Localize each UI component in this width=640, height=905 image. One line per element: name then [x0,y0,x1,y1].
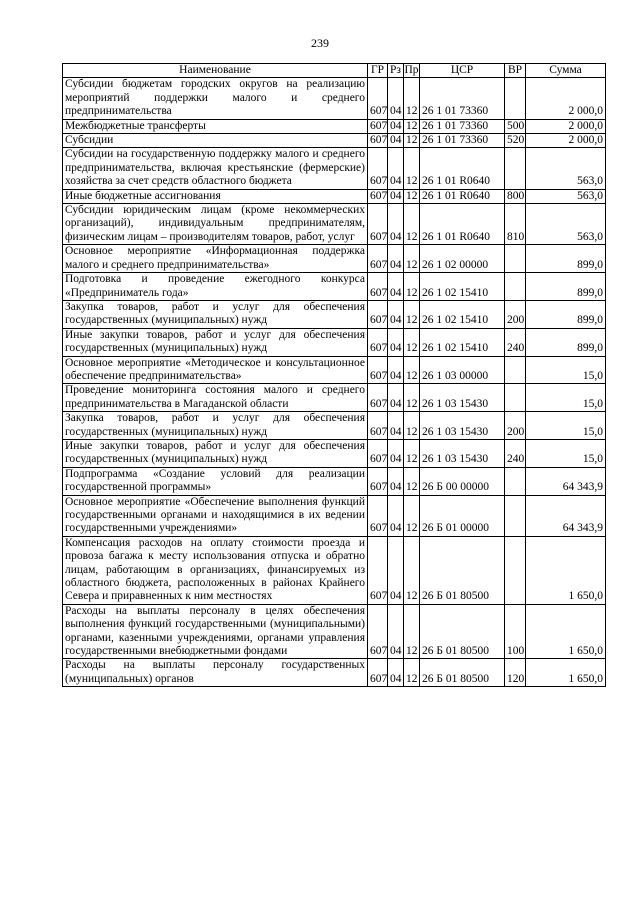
row-csr: 26 1 01 R0640 [420,189,505,203]
row-rz: 04 [388,412,404,440]
budget-table [62,63,606,687]
row-rz: 04 [388,119,404,133]
row-name: Межбюджетные трансферты [63,119,368,133]
row-csr: 26 Б 01 80500 [420,659,505,687]
row-gr: 607 [368,412,388,440]
row-gr: 607 [368,328,388,356]
row-pr: 12 [404,604,420,659]
row-vr: 810 [505,204,526,245]
row-vr: 520 [505,134,526,148]
row-csr: 26 1 03 15430 [420,384,505,412]
row-gr: 607 [368,148,388,189]
row-vr [505,384,526,412]
row-name: Расходы на выплаты персоналу государственных (муниципальных) органов [63,659,368,687]
row-name: Иные бюджетные ассигнования [63,189,368,203]
row-rz: 04 [388,659,404,687]
row-name: Подпрограмма «Создание условий для реализации государственной программы» [63,467,368,495]
row-pr: 12 [404,119,420,133]
row-pr: 12 [404,78,420,119]
row-vr [505,148,526,189]
row-pr: 12 [404,148,420,189]
row-vr: 200 [505,300,526,328]
row-sum: 15,0 [526,439,606,467]
row-csr: 26 1 03 15430 [420,439,505,467]
row-rz: 04 [388,328,404,356]
row-pr: 12 [404,412,420,440]
row-vr [505,356,526,384]
row-gr: 607 [368,604,388,659]
header-vr: ВР [505,64,526,78]
table-row [63,356,606,384]
row-csr: 26 Б 01 00000 [420,495,505,536]
row-rz: 04 [388,536,404,604]
row-pr: 12 [404,495,420,536]
header-sum: Сумма [526,64,606,78]
table-row [63,134,606,148]
row-vr: 200 [505,412,526,440]
table-row [63,245,606,273]
table-header-row [63,64,606,78]
row-sum: 1 650,0 [526,604,606,659]
table-row [63,300,606,328]
row-rz: 04 [388,148,404,189]
header-rz: Рз [388,64,404,78]
row-name: Компенсация расходов на оплату стоимости проезда и провоза багажа к месту использования отпуска и обратно лицам, работающим в организациях, финансируемых из областного бюджета, расположенных в районах Крайнего Севера и приравненных к ним местностях [63,536,368,604]
header-csr: ЦСР [420,64,505,78]
row-sum: 15,0 [526,356,606,384]
row-gr: 607 [368,536,388,604]
row-name: Расходы на выплаты персоналу в целях обеспечения выполнения функций государственными (муниципальными) органами, казенными учреждениями, органами управления государственными внебюджетными фондами [63,604,368,659]
row-rz: 04 [388,134,404,148]
row-gr: 607 [368,119,388,133]
row-csr: 26 Б 01 80500 [420,536,505,604]
row-vr [505,78,526,119]
row-sum: 2 000,0 [526,119,606,133]
row-gr: 607 [368,384,388,412]
row-csr: 26 1 03 15430 [420,412,505,440]
row-rz: 04 [388,273,404,301]
row-vr: 120 [505,659,526,687]
row-pr: 12 [404,536,420,604]
table-row [63,328,606,356]
row-csr: 26 1 02 15410 [420,300,505,328]
row-csr: 26 1 01 R0640 [420,148,505,189]
row-gr: 607 [368,134,388,148]
row-sum: 1 650,0 [526,659,606,687]
table-row [63,495,606,536]
row-csr: 26 Б 00 00000 [420,467,505,495]
table-row [63,384,606,412]
row-pr: 12 [404,273,420,301]
table-row [63,119,606,133]
row-pr: 12 [404,328,420,356]
row-vr [505,536,526,604]
row-vr: 100 [505,604,526,659]
row-csr: 26 1 01 73360 [420,78,505,119]
row-rz: 04 [388,384,404,412]
table-row [63,273,606,301]
row-vr: 240 [505,328,526,356]
row-vr: 500 [505,119,526,133]
table-row [63,412,606,440]
table-row [63,148,606,189]
row-vr: 240 [505,439,526,467]
row-name: Субсидии на государственную поддержку малого и среднего предпринимательства, включая крестьянские (фермерские) хозяйства за счет средств областного бюджета [63,148,368,189]
row-gr: 607 [368,659,388,687]
header-pr: Пр [404,64,419,76]
row-gr: 607 [368,439,388,467]
row-pr: 12 [404,134,420,148]
page-number: 239 [311,36,329,50]
table-row [63,536,606,604]
table-body [63,78,606,687]
row-pr: 12 [404,245,420,273]
row-name: Закупка товаров, работ и услуг для обеспечения государственных (муниципальных) нужд [63,300,368,328]
row-name: Закупка товаров, работ и услуг для обеспечения государственных (муниципальных) нужд [63,412,368,440]
row-gr: 607 [368,495,388,536]
row-sum: 899,0 [526,300,606,328]
row-sum: 64 343,9 [526,467,606,495]
row-sum: 64 343,9 [526,495,606,536]
row-gr: 607 [368,78,388,119]
row-rz: 04 [388,467,404,495]
table-row [63,78,606,119]
header-gr: ГР [368,64,388,78]
row-csr: 26 1 01 73360 [420,134,505,148]
row-csr: 26 Б 01 80500 [420,604,505,659]
row-pr: 12 [404,204,420,245]
row-pr: 12 [404,356,420,384]
row-sum: 2 000,0 [526,134,606,148]
row-sum: 1 650,0 [526,536,606,604]
row-gr: 607 [368,189,388,203]
row-name: Иные закупки товаров, работ и услуг для обеспечения государственных (муниципальных) нужд [63,328,368,356]
table-row [63,439,606,467]
row-name: Субсидии [63,134,368,148]
row-name: Субсидии юридическим лицам (кроме некоммерческих организаций), индивидуальным предпринимателям, физическим лицам – производителям товаров, работ, услуг [63,204,368,245]
header-name: Наименование [63,64,368,78]
row-name: Основное мероприятие «Методическое и консультационное обеспечение предпринимательства» [63,356,368,384]
table-row [63,189,606,203]
row-csr: 26 1 01 73360 [420,119,505,133]
row-sum: 15,0 [526,384,606,412]
row-csr: 26 1 03 00000 [420,356,505,384]
row-pr: 12 [404,384,420,412]
row-gr: 607 [368,204,388,245]
row-csr: 26 1 02 15410 [420,328,505,356]
row-name: Подготовка и проведение ежегодного конкурса «Предприниматель года» [63,273,368,301]
row-gr: 607 [368,300,388,328]
row-pr: 12 [404,467,420,495]
row-rz: 04 [388,189,404,203]
row-name: Проведение мониторинга состояния малого и среднего предпринимательства в Магаданской области [63,384,368,412]
row-sum: 899,0 [526,328,606,356]
row-sum: 563,0 [526,148,606,189]
row-sum: 899,0 [526,245,606,273]
table-row [63,204,606,245]
row-rz: 04 [388,439,404,467]
row-gr: 607 [368,356,388,384]
row-vr: 800 [505,189,526,203]
row-rz: 04 [388,204,404,245]
row-name: Основное мероприятие «Информационная поддержка малого и среднего предпринимательства» [63,245,368,273]
row-sum: 899,0 [526,273,606,301]
row-name: Основное мероприятие «Обеспечение выполнения функций государственными органами и находящимися в их ведении государственными учреждениями» [63,495,368,536]
row-sum: 563,0 [526,189,606,203]
row-vr [505,273,526,301]
row-vr [505,245,526,273]
row-rz: 04 [388,495,404,536]
table-row [63,659,606,687]
row-rz: 04 [388,356,404,384]
row-sum: 15,0 [526,412,606,440]
row-csr: 26 1 02 15410 [420,273,505,301]
row-pr: 12 [404,659,420,687]
row-rz: 04 [388,78,404,119]
row-name: Иные закупки товаров, работ и услуг для обеспечения государственных (муниципальных) нужд [63,439,368,467]
row-gr: 607 [368,467,388,495]
row-rz: 04 [388,604,404,659]
row-vr [505,495,526,536]
row-rz: 04 [388,300,404,328]
row-sum: 563,0 [526,204,606,245]
row-csr: 26 1 02 00000 [420,245,505,273]
row-rz: 04 [388,245,404,273]
row-gr: 607 [368,273,388,301]
row-vr [505,467,526,495]
row-pr: 12 [404,189,420,203]
row-gr: 607 [368,245,388,273]
row-csr: 26 1 01 R0640 [420,204,505,245]
row-pr: 12 [404,439,420,467]
table-row [63,604,606,659]
row-pr: 12 [404,300,420,328]
table-row [63,467,606,495]
row-sum: 2 000,0 [526,78,606,119]
row-name: Субсидии бюджетам городских округов на реализацию мероприятий поддержки малого и среднего предпринимательства [63,78,368,119]
